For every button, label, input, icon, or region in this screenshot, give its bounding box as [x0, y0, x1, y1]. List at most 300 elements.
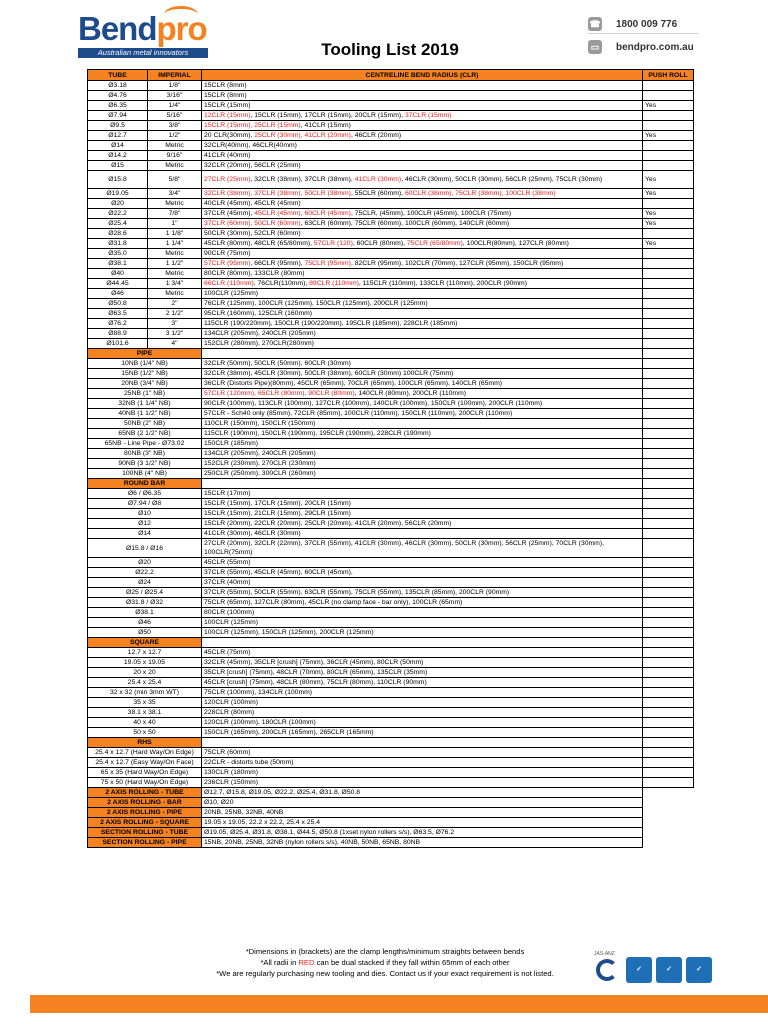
round-bar-row-size: Ø24	[88, 578, 202, 588]
clr-cell	[202, 289, 643, 299]
push-roll-empty	[643, 668, 694, 678]
round-bar-row	[88, 499, 694, 509]
square-row-size: 50 x 50	[88, 728, 202, 738]
push-roll	[643, 111, 694, 121]
square-row-size: 19.05 x 19.05	[88, 658, 202, 668]
clr-value: 41CLR (40mm)	[204, 152, 251, 159]
tube-row	[88, 249, 694, 259]
header-clr: CENTRELINE BEND RADIUS (CLR)	[202, 70, 643, 81]
tube-size: Ø38.1	[88, 259, 148, 269]
round-bar-row	[88, 489, 694, 499]
clr-value-red: 27CLR (25mm)	[204, 176, 251, 183]
tube-row	[88, 219, 694, 229]
push-roll-empty	[643, 558, 694, 568]
clr-value: 27CLR (20mm), 32CLR (22mm), 37CLR (55mm), 41CLR (30mm), 46CLR (30mm), 50CLR (30mm), 56CLR (25mm), 70CLR (30mm), 100CLR(75mm)	[204, 540, 604, 556]
rolling-label: 2 AXIS ROLLING - TUBE	[88, 788, 202, 798]
rhs-row-size: 75 x 50 (Hard Way/On Edge)	[88, 778, 202, 788]
footnote-red-radii: *All radii in RED can be dual stacked if they fall within 65mm of each other	[260, 958, 510, 967]
logo-arc-icon	[164, 6, 198, 23]
tube-size: Ø40	[88, 269, 148, 279]
push-roll-empty	[643, 568, 694, 578]
round-bar-row	[88, 598, 694, 608]
clr-cell	[202, 219, 643, 229]
imperial-size: 1/4"	[148, 101, 202, 111]
pipe-row-size: 20NB (3/4" NB)	[88, 379, 202, 389]
logo-tagline: Australian metal innovators	[78, 48, 208, 58]
imperial-size: 1/8"	[148, 81, 202, 91]
clr-value: , 46CLR (20mm)	[350, 132, 402, 139]
clr-value: 20 CLR(30mm),	[204, 132, 255, 139]
push-roll-empty	[643, 509, 694, 519]
clr-value: , 100CLR(80mm), 127CLR (80mm)	[462, 240, 569, 247]
clr-value: 15CLR (15mm), 21CLR (15mm), 29CLR (15mm)	[204, 510, 351, 517]
clr-value: , 46CLR (30mm), 50CLR (30mm), 56CLR (25mm), 75CLR (30mm)	[401, 176, 603, 183]
clr-cell	[202, 81, 643, 91]
push-roll-empty	[643, 459, 694, 469]
imperial-size: 4"	[148, 339, 202, 349]
clr-value: , 15CLR (15mm), 17CLR (15mm), 20CLR (15mm),	[250, 112, 405, 119]
clr-value: 15CLR (8mm)	[204, 92, 247, 99]
push-roll-empty	[643, 658, 694, 668]
pipe-row	[88, 449, 694, 459]
pipe-row	[88, 399, 694, 409]
push-roll	[643, 259, 694, 269]
clr-value: 32CLR (20mm), 56CLR (25mm)	[204, 162, 301, 169]
page-title: Tooling List 2019	[321, 40, 459, 59]
push-roll-empty	[643, 588, 694, 598]
clr-value: 45CLR (75mm)	[204, 649, 251, 656]
imperial-size: 3 1/2"	[148, 329, 202, 339]
clr-value: 15CLR (8mm)	[204, 82, 247, 89]
footnote-new-tooling: *We are regularly purchasing new tooling and dies. Contact us if your exact requirement is not listed.	[216, 969, 554, 978]
clr-cell	[202, 608, 643, 618]
push-roll-empty	[643, 419, 694, 429]
rhs-row	[88, 748, 694, 758]
clr-value-red: 66CLR (110mm)	[204, 280, 254, 287]
imperial-size: 7/8"	[148, 209, 202, 219]
round-bar-row-size: Ø14	[88, 529, 202, 539]
clr-value: , 75CLR, (45mm), 100CLR (45mm), 100CLR (75mm)	[350, 210, 512, 217]
round-bar-row-size: Ø38.1	[88, 608, 202, 618]
clr-value: 130CLR (180mm)	[204, 769, 259, 776]
push-roll-empty	[643, 698, 694, 708]
imperial-size: 2 1/2"	[148, 309, 202, 319]
push-roll	[643, 229, 694, 239]
tube-row	[88, 289, 694, 299]
imperial-size: Metric	[148, 141, 202, 151]
tube-row	[88, 111, 694, 121]
imperial-size: Metric	[148, 199, 202, 209]
push-roll-empty	[643, 678, 694, 688]
push-roll	[643, 249, 694, 259]
tube-size: Ø9.5	[88, 121, 148, 131]
round-bar-row	[88, 628, 694, 638]
clr-cell	[202, 529, 643, 539]
clr-cell	[202, 249, 643, 259]
push-roll-empty	[643, 409, 694, 419]
square-row-size: 38.1 x 38.1	[88, 708, 202, 718]
push-roll-empty	[643, 399, 694, 409]
pipe-row-size: 25NB (1" NB)	[88, 389, 202, 399]
clr-value-red: 57CLR (120)	[313, 240, 353, 247]
clr-cell	[202, 678, 643, 688]
push-roll	[643, 319, 694, 329]
clr-value-red: 60CLR (38mm), 75CLR (38mm), 100CLR (38mm)	[404, 190, 556, 197]
tube-row	[88, 209, 694, 219]
clr-cell	[202, 121, 643, 131]
pipe-row-size: 50NB (2" NB)	[88, 419, 202, 429]
website: bendpro.com.au	[616, 41, 694, 53]
clr-value: 80CLR (100mm)	[204, 609, 255, 616]
pipe-row	[88, 469, 694, 479]
clr-value: 36CLR (Distorts Pipe)(80mm), 45CLR (65mm), 70CLR (65mm), 100CLR (65mm), 140CLR (65mm)	[204, 380, 503, 387]
clr-value: 37CLR (55mm), 50CLR (55mm), 63CLR (55mm), 75CLR (55mm), 135CLR (85mm), 200CLR (90mm)	[204, 589, 510, 596]
push-roll	[643, 299, 694, 309]
clr-value: 100CLR (125mm), 150CLR (125mm), 200CLR (125mm)	[204, 629, 374, 636]
tube-row	[88, 171, 694, 189]
clr-cell	[202, 698, 643, 708]
push-roll	[643, 309, 694, 319]
push-roll-empty	[643, 469, 694, 479]
clr-value-red: 75CLR (65/80mm)	[406, 240, 463, 247]
clr-value-red: 15CLR (15mm), 25CLR (15mm)	[204, 122, 301, 129]
certification-logos	[594, 951, 714, 987]
clr-cell	[202, 161, 643, 171]
push-roll-empty	[643, 718, 694, 728]
pipe-row-size: 32NB (1 1/4" NB)	[88, 399, 202, 409]
clr-value: 110CLR (150mm), 150CLR (150mm)	[204, 420, 316, 427]
tube-size: Ø101.6	[88, 339, 148, 349]
clr-value-red: 37CLR (60mm), 50CLR (60mm)	[204, 220, 301, 227]
tube-row	[88, 279, 694, 289]
clr-cell	[202, 628, 643, 638]
clr-cell	[202, 389, 643, 399]
push-roll: Yes	[643, 171, 694, 189]
clr-value-red: 89CLR (110mm)	[309, 280, 359, 287]
tube-size: Ø25.4	[88, 219, 148, 229]
clr-value-red: 75CLR (95mm)	[304, 260, 351, 267]
clr-value: 228CLR (80mm)	[204, 709, 255, 716]
clr-value: 15CLR (15mm)	[204, 102, 251, 109]
clr-cell	[202, 189, 643, 199]
push-roll-empty	[643, 449, 694, 459]
clr-cell	[202, 598, 643, 608]
rolling-label: 2 AXIS ROLLING - PIPE	[88, 808, 202, 818]
clr-value: 32CLR (45mm), 35CLR [crush] (75mm), 36CLR (45mm), 80CLR (50mm)	[204, 659, 424, 666]
clr-cell	[202, 239, 643, 249]
clr-cell	[202, 688, 643, 698]
round-bar-row-size: Ø7.94 / Ø8	[88, 499, 202, 509]
rolling-row	[88, 788, 694, 798]
push-roll	[643, 339, 694, 349]
clr-value: 37CLR (55mm), 45CLR (45mm), 60CLR (45mm),	[204, 569, 353, 576]
clr-value: 37CLR (45mm),	[204, 210, 255, 217]
clr-value-red: 37CLR (15mm)	[404, 112, 452, 119]
round-bar-row-size: Ø50	[88, 628, 202, 638]
push-roll-empty	[643, 608, 694, 618]
push-roll-empty	[643, 529, 694, 539]
round-bar-row	[88, 509, 694, 519]
clr-value: 115CLR (190mm), 150CLR (190mm), 195CLR (190mm), 228CLR (190mm)	[204, 430, 431, 437]
imperial-size: 1 1/8"	[148, 229, 202, 239]
tube-size: Ø28.6	[88, 229, 148, 239]
rolling-values: Ø12.7, Ø15.8, Ø19.05, Ø22.2, Ø25.4, Ø31.8, Ø50.8	[202, 788, 643, 798]
clr-cell	[202, 299, 643, 309]
rolling-blank	[643, 808, 694, 818]
tube-size: Ø31.8	[88, 239, 148, 249]
phone-number: 1800 009 776	[616, 18, 678, 30]
header-push-roll: PUSH ROLL	[643, 70, 694, 81]
clr-value: , 115CLR (110mm), 133CLR (110mm), 200CLR (90mm)	[358, 280, 527, 287]
rolling-blank	[643, 838, 694, 848]
push-roll: Yes	[643, 219, 694, 229]
clr-value: 250CLR (250mm), 300CLR (260mm)	[204, 470, 316, 477]
tube-row	[88, 319, 694, 329]
round-bar-blank	[643, 479, 694, 489]
round-bar-row-size: Ø22.2	[88, 568, 202, 578]
square-title: SQUARE	[88, 638, 202, 648]
clr-cell	[202, 758, 643, 768]
push-roll-empty	[643, 389, 694, 399]
tube-row	[88, 161, 694, 171]
clr-value: 40CLR (45mm), 45CLR (45mm)	[204, 200, 301, 207]
clr-value: 90CLR (100mm), 113CLR (100mm), 127CLR (100mm), 140CLR (100mm), 150CLR (100mm), 200CLR (110mm)	[204, 400, 543, 407]
tube-size: Ø63.5	[88, 309, 148, 319]
pipe-row	[88, 389, 694, 399]
rhs-title: RHS	[88, 738, 202, 748]
tube-size: Ø88.9	[88, 329, 148, 339]
clr-value: 50CLR (30mm), 52CLR (60mm)	[204, 230, 301, 237]
tube-row	[88, 339, 694, 349]
certification-badge-icon: ✓	[656, 957, 682, 983]
clr-value: 80CLR (80mm), 133CLR (80mm)	[204, 270, 305, 277]
square-row-size: 32 x 32 (min 3mm WT)	[88, 688, 202, 698]
push-roll	[643, 91, 694, 101]
clr-value-red: 41CLR (30mm)	[354, 176, 402, 183]
imperial-size: 1"	[148, 219, 202, 229]
rolling-blank	[643, 828, 694, 838]
clr-cell	[202, 588, 643, 598]
tube-size: Ø14	[88, 141, 148, 151]
square-row-size: 35 x 35	[88, 698, 202, 708]
clr-cell	[202, 519, 643, 529]
clr-cell	[202, 309, 643, 319]
push-roll-empty	[643, 369, 694, 379]
push-roll	[643, 289, 694, 299]
push-roll	[643, 141, 694, 151]
push-roll-empty	[643, 778, 694, 788]
imperial-size: 2"	[148, 299, 202, 309]
square-row	[88, 718, 694, 728]
tube-row	[88, 91, 694, 101]
tube-size: Ø20	[88, 199, 148, 209]
clr-cell	[202, 419, 643, 429]
certification-badge-icon: ✓	[686, 957, 712, 983]
rhs-row	[88, 768, 694, 778]
imperial-size: 1 1/2"	[148, 259, 202, 269]
round-bar-row	[88, 558, 694, 568]
clr-cell	[202, 259, 643, 269]
clr-value: , 41CLR (15mm)	[300, 122, 351, 129]
pipe-row-size: 65NB - Line Pipe - Ø73.02	[88, 439, 202, 449]
square-row	[88, 688, 694, 698]
tube-row	[88, 121, 694, 131]
clr-value: 32CLR (50mm), 50CLR (50mm), 60CLR (30mm)	[204, 360, 351, 367]
contact-divider	[588, 33, 698, 34]
clr-cell	[202, 319, 643, 329]
pipe-row-size: 100NB (4" NB)	[88, 469, 202, 479]
pipe-blank	[202, 349, 643, 359]
clr-cell	[202, 539, 643, 558]
rolling-row	[88, 818, 694, 828]
jas-anz-icon	[596, 959, 618, 981]
clr-cell	[202, 111, 643, 121]
clr-value-red: 57CLR (95mm)	[204, 260, 251, 267]
imperial-size: 3/4"	[148, 189, 202, 199]
clr-value: , 63CLR (60mm), 75CLR (60mm), 100CLR (60mm), 140CLR (60mm)	[300, 220, 510, 227]
round-bar-row	[88, 568, 694, 578]
tube-size: Ø15.8	[88, 171, 148, 189]
round-bar-row	[88, 529, 694, 539]
clr-value: 15CLR (20mm), 22CLR (20mm), 25CLR (20mm), 41CLR (20mm), 56CLR (20mm)	[204, 520, 452, 527]
pipe-row	[88, 359, 694, 369]
round-bar-row-size: Ø25 / Ø25.4	[88, 588, 202, 598]
rolling-row	[88, 828, 694, 838]
pipe-blank	[643, 349, 694, 359]
round-bar-row	[88, 618, 694, 628]
push-roll: Yes	[643, 239, 694, 249]
clr-cell	[202, 369, 643, 379]
clr-value: 75CLR (100mm), 134CLR (100mm)	[204, 689, 313, 696]
push-roll-empty	[643, 728, 694, 738]
clr-cell	[202, 101, 643, 111]
tube-size: Ø7.94	[88, 111, 148, 121]
round-bar-row-size: Ø6 / Ø6.35	[88, 489, 202, 499]
rolling-blank	[643, 818, 694, 828]
footer-bar	[30, 995, 768, 1013]
pipe-row-size: 15NB (1/2" NB)	[88, 369, 202, 379]
rolling-values: Ø19.05, Ø25.4, Ø31.8, Ø38.1, Ø44.5, Ø50.8 (1xset nylon rollers s/s), Ø63.5, Ø76.2	[202, 828, 643, 838]
tube-row	[88, 239, 694, 249]
clr-value: 37CLR (40mm)	[204, 579, 251, 586]
push-roll-empty	[643, 539, 694, 558]
contact-phone	[588, 13, 677, 35]
imperial-size: 3/16"	[148, 91, 202, 101]
clr-value: , 55CLR (60mm),	[350, 190, 405, 197]
clr-cell	[202, 269, 643, 279]
pipe-row-size: 90NB (3 1/2" NB)	[88, 459, 202, 469]
tube-size: Ø14.2	[88, 151, 148, 161]
pipe-row-size: 10NB (1/4" NB)	[88, 359, 202, 369]
push-roll-empty	[643, 628, 694, 638]
clr-value: , 66CLR (95mm),	[250, 260, 305, 267]
imperial-size: 1 1/4"	[148, 239, 202, 249]
clr-cell	[202, 509, 643, 519]
pipe-row	[88, 459, 694, 469]
pipe-row	[88, 369, 694, 379]
rhs-blank	[643, 738, 694, 748]
clr-cell	[202, 91, 643, 101]
clr-cell	[202, 131, 643, 141]
clr-cell	[202, 728, 643, 738]
rolling-label: SECTION ROLLING - PIPE	[88, 838, 202, 848]
round-bar-row-size: Ø10	[88, 509, 202, 519]
rhs-row	[88, 758, 694, 768]
clr-value: 100CLR (125mm)	[204, 619, 259, 626]
tube-row	[88, 141, 694, 151]
imperial-size: 5/16"	[148, 111, 202, 121]
round-bar-row-size: Ø15.8 / Ø16	[88, 539, 202, 558]
push-roll: Yes	[643, 209, 694, 219]
pipe-header-row	[88, 349, 694, 359]
tube-row	[88, 299, 694, 309]
push-roll: Yes	[643, 131, 694, 141]
tube-row	[88, 269, 694, 279]
clr-value-red: 25CLR (30mm), 41CLR (20mm)	[254, 132, 351, 139]
rolling-row	[88, 808, 694, 818]
clr-cell	[202, 618, 643, 628]
clr-cell	[202, 339, 643, 349]
push-roll	[643, 81, 694, 91]
clr-value: 115CLR (190/220mm), 150CLR (190/220mm), 195CLR (185mm), 228CLR (185mm)	[204, 320, 458, 327]
square-row	[88, 678, 694, 688]
clr-cell	[202, 568, 643, 578]
pipe-row	[88, 409, 694, 419]
pipe-row	[88, 379, 694, 389]
clr-value: 152CLR (230mm), 270CLR (230mm)	[204, 460, 316, 467]
round-bar-row-size: Ø12	[88, 519, 202, 529]
table-header-row	[88, 70, 694, 81]
bendpro-logo	[78, 12, 208, 58]
clr-value: , 82CLR (95mm), 102CLR (70mm), 127CLR (95mm), 150CLR (95mm)	[350, 260, 564, 267]
imperial-size: Metric	[148, 289, 202, 299]
round-bar-row-size: Ø20	[88, 558, 202, 568]
round-bar-row	[88, 588, 694, 598]
imperial-size: 1/2"	[148, 131, 202, 141]
clr-value: 15CLR (15mm), 17CLR (15mm), 20CLR (15mm)	[204, 500, 351, 507]
jas-anz-label: JAS-ANZ	[594, 951, 615, 957]
rhs-blank	[202, 738, 643, 748]
rolling-values: 15NB, 20NB, 25NB, 32NB (nylon rollers s/s), 40NB, 50NB, 65NB, 80NB	[202, 838, 643, 848]
rolling-values: Ø10, Ø20	[202, 798, 643, 808]
clr-cell	[202, 151, 643, 161]
clr-value-red: 32CLR (38mm), 37CLR (38mm), 50CLR (38mm)	[204, 190, 351, 197]
logo-wordmark: Bendpro	[78, 10, 207, 47]
square-blank	[202, 638, 643, 648]
clr-value: 35CLR [crush] (75mm), 48CLR (70mm), 80CLR (65mm), 135CLR (35mm)	[204, 669, 428, 676]
clr-value: 150CLR (165mm), 200CLR (165mm), 265CLR (165mm)	[204, 729, 374, 736]
header-imperial: IMPERIAL	[148, 70, 202, 81]
tube-row	[88, 259, 694, 269]
tube-size: Ø4.76	[88, 91, 148, 101]
tube-size: Ø3.18	[88, 81, 148, 91]
tube-size: Ø6.35	[88, 101, 148, 111]
push-roll	[643, 269, 694, 279]
clr-cell	[202, 459, 643, 469]
tube-size: Ø15	[88, 161, 148, 171]
clr-cell	[202, 499, 643, 509]
clr-cell	[202, 409, 643, 419]
clr-value: 236CLR (150mm)	[204, 779, 259, 786]
clr-value-red: 12CLR (15mm)	[204, 112, 251, 119]
clr-value: 45CLR (80mm), 48CLR (65/80mm),	[204, 240, 314, 247]
push-roll-empty	[643, 578, 694, 588]
rolling-label: 2 AXIS ROLLING - BAR	[88, 798, 202, 808]
push-roll-empty	[643, 379, 694, 389]
tube-row	[88, 131, 694, 141]
square-row	[88, 708, 694, 718]
rolling-blank	[643, 788, 694, 798]
